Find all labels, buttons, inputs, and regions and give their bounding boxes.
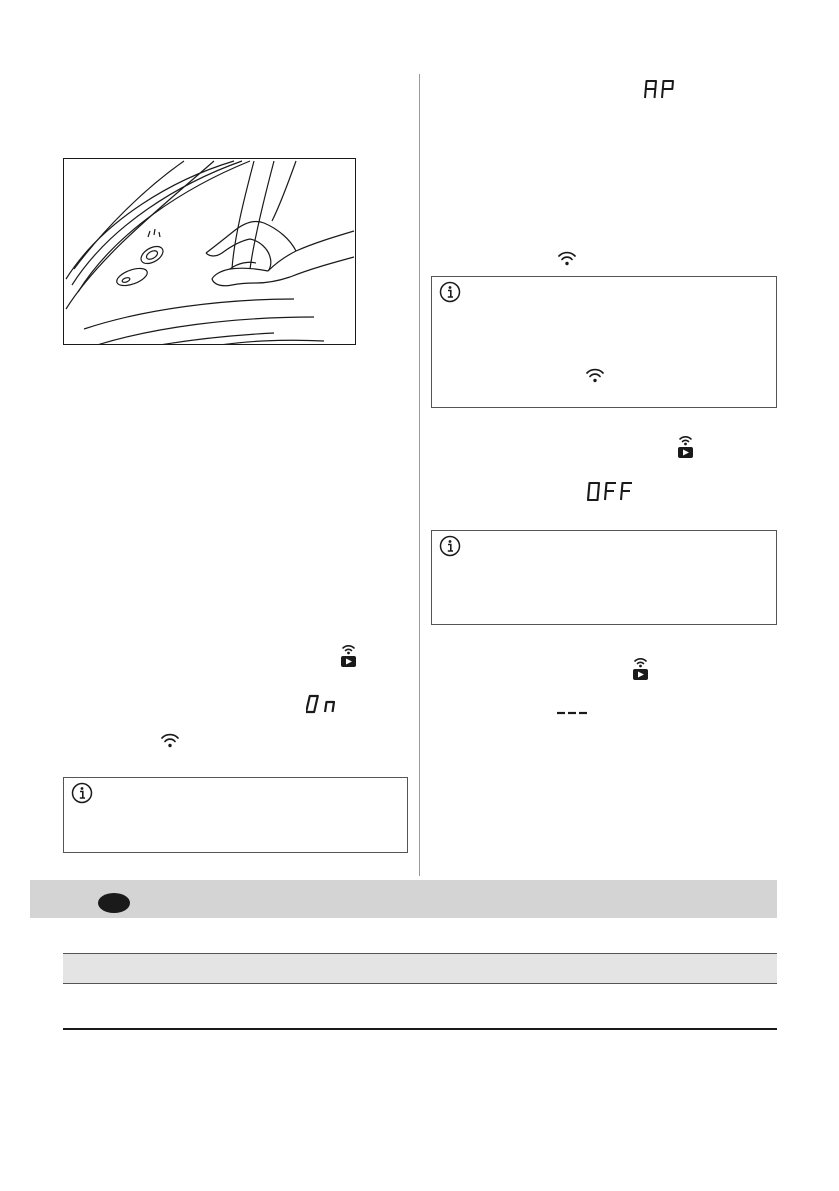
display-on-indicator (306, 694, 338, 714)
drum-illustration (63, 158, 356, 345)
display-off-indicator (586, 481, 636, 501)
table-bottom-rule (63, 1028, 777, 1030)
display-dashes-indicator (556, 703, 588, 713)
info-icon (439, 535, 461, 557)
wifi-icon (557, 251, 577, 266)
info-icon (439, 281, 461, 303)
info-box-right-1 (431, 276, 777, 408)
remote-start-icon (632, 654, 649, 680)
info-icon (71, 782, 93, 804)
remote-start-icon (340, 641, 357, 667)
remote-start-icon (677, 432, 694, 458)
info-box-left (63, 777, 408, 853)
wifi-icon (160, 733, 180, 748)
column-divider (419, 74, 420, 876)
display-ap-indicator (643, 79, 679, 99)
table-header-row (63, 953, 777, 984)
language-oval-badge (98, 893, 130, 913)
info-box-right-2 (431, 530, 777, 625)
hand-pressing-button-drawing (64, 159, 356, 345)
section-heading-band (30, 880, 777, 918)
wifi-icon (585, 368, 605, 383)
